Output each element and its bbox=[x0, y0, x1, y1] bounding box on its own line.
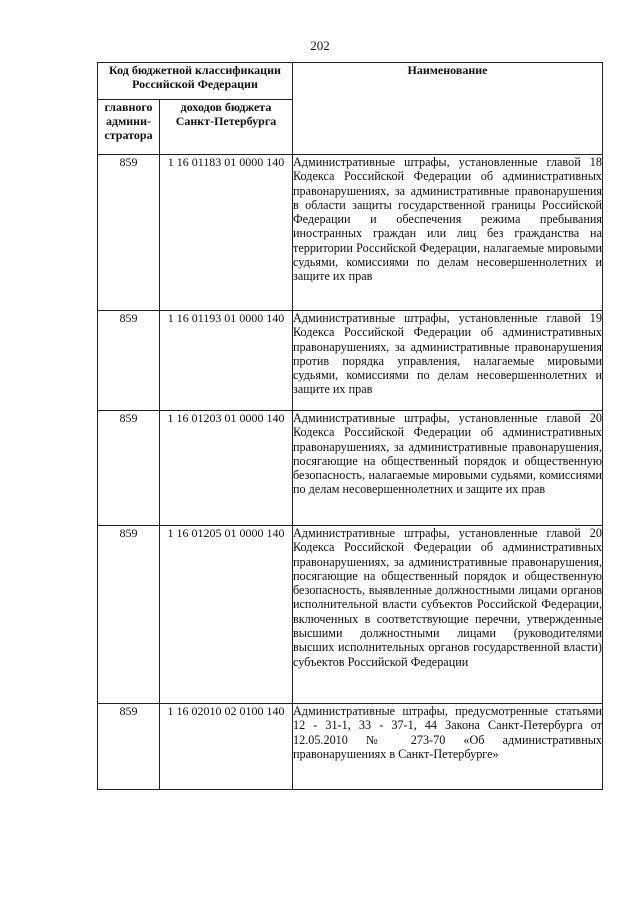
cell-name: Административные штрафы, установленные главой 20 Кодекса Российской Федерации об административных правонарушениях, за административные правонарушения, посягающие на общественный порядок и общественную безопасность, выявленные должностными лицами органов исполнительной власти субъектов Российской Федерации, включенных в соответствующие перечни, утвержденные высшими должностными лицами (руководителями высших исполнительных органов государственной власти) субъектов Российской Федерации bbox=[293, 526, 603, 704]
cell-revenue-code: 1 16 01183 01 0000 140 bbox=[160, 155, 293, 311]
cell-revenue-code: 1 16 01205 01 0000 140 bbox=[160, 526, 293, 704]
page-number: 202 bbox=[310, 38, 330, 53]
table-row bbox=[98, 704, 603, 790]
budget-classification-table bbox=[97, 62, 603, 790]
cell-revenue-code: 1 16 02010 02 0100 140 bbox=[160, 704, 293, 790]
header-revenue-code: доходов бюджета Санкт-Петербурга bbox=[160, 100, 293, 155]
cell-administrator: 859 bbox=[98, 311, 160, 411]
cell-revenue-code: 1 16 01203 01 0000 140 bbox=[160, 411, 293, 526]
cell-name: Административные штрафы, предусмотренные статьями 12 - 31-1, 33 - 37-1, 44 Закона Санкт-Петербурга от 12.05.2010 № 273-70 «Об административных правонарушениях в Санкт-Петербурге» bbox=[293, 704, 603, 790]
header-row-group bbox=[98, 63, 603, 100]
cell-revenue-code: 1 16 01193 01 0000 140 bbox=[160, 311, 293, 411]
cell-name: Административные штрафы, установленные главой 19 Кодекса Российской Федерации об административных правонарушениях, за административные правонарушения против порядка управления, налагаемые мировыми судьями, комиссиями по делам несовершеннолетних и защите их прав bbox=[293, 311, 603, 411]
table-row bbox=[98, 311, 603, 411]
cell-name: Административные штрафы, установленные главой 20 Кодекса Российской Федерации об административных правонарушениях, за административные правонарушения, посягающие на общественный порядок и общественную безопасность, налагаемые мировыми судьями, комиссиями по делам несовершеннолетних и защите их прав bbox=[293, 411, 603, 526]
cell-administrator: 859 bbox=[98, 704, 160, 790]
header-name: Наименование bbox=[293, 63, 603, 155]
table-row bbox=[98, 526, 603, 704]
header-main-administrator: главного админи-стратора bbox=[98, 100, 160, 155]
table-row bbox=[98, 411, 603, 526]
cell-administrator: 859 bbox=[98, 411, 160, 526]
cell-administrator: 859 bbox=[98, 526, 160, 704]
cell-name: Административные штрафы, установленные главой 18 Кодекса Российской Федерации об административных правонарушениях, за административные правонарушения в области защиты государственной границы Российской Федерации и обеспечения режима пребывания иностранных граждан или лиц без гражданства на территории Российской Федерации, налагаемые мировыми судьями, комиссиями по делам несовершеннолетних и защите их прав bbox=[293, 155, 603, 311]
header-classification-code: Код бюджетной классификации Российской Федерации bbox=[98, 63, 293, 100]
table-row bbox=[98, 155, 603, 311]
cell-administrator: 859 bbox=[98, 155, 160, 311]
